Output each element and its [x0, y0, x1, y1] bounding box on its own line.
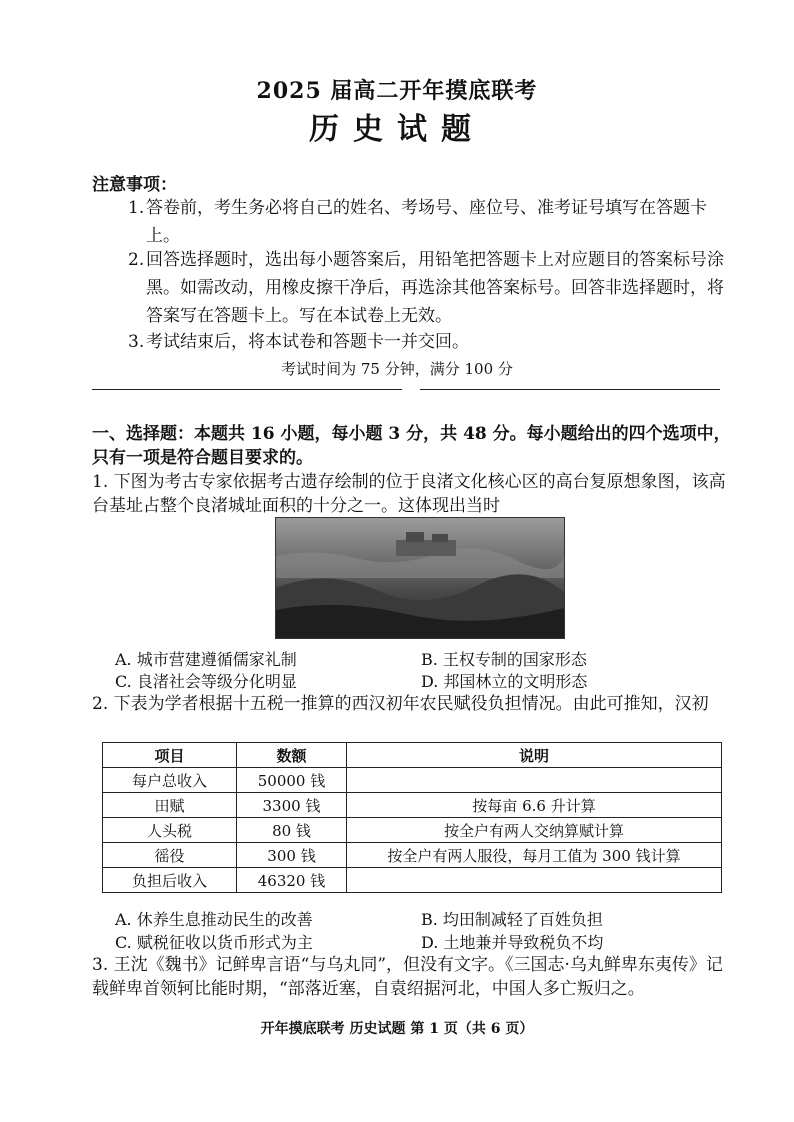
table-row	[103, 768, 722, 793]
table-cell-note: 按全户有两人服役，每月工值为 300 钱计算	[347, 843, 722, 868]
notice-item-number: 3.	[128, 332, 145, 352]
notice-item	[128, 194, 728, 250]
table-row	[103, 868, 722, 893]
notice-item	[128, 328, 728, 356]
notice-item-number: 2.	[128, 250, 145, 270]
table-header-row	[103, 743, 722, 768]
table-cell-item: 徭役	[103, 843, 237, 868]
landscape-illustration	[276, 518, 564, 638]
table-cell-amount: 50000 钱	[237, 768, 347, 793]
question-1-stem: 1. 下图为考古专家依据考古遗存绘制的位于良渚文化核心区的高台复原想象图，该高台基址占整个良渚城址面积的十分之一。这体现出当时	[92, 472, 726, 516]
table-cell-item: 负担后收入	[103, 868, 237, 893]
divider-line	[420, 389, 720, 390]
table-header: 说明	[347, 743, 722, 768]
notice-item	[128, 246, 728, 330]
table-cell-note	[347, 768, 722, 793]
exam-time-note: 考试时间为 75 分钟，满分 100 分	[281, 360, 513, 378]
q1-option-c: C. 良渚社会等级分化明显	[115, 672, 297, 691]
notice-item-text: 答卷前，考生务必将自己的姓名、考场号、座位号、准考证号填写在答题卡上。	[146, 198, 707, 246]
notice-item-text: 考试结束后，将本试卷和答题卡一并交回。	[146, 332, 469, 352]
q1-option-d: D. 邦国林立的文明形态	[421, 672, 588, 691]
notice-item-text: 回答选择题时，选出每小题答案后，用铅笔把答题卡上对应题目的答案标号涂黑。如需改动，用橡皮擦干净后，再选涂其他答案标号。回答非选择题时，将答案写在答题卡上。写在本试卷上无效。	[146, 250, 724, 326]
question-3-stem: 3. 王沈《魏书》记鲜卑言语“与乌丸同”，但没有文字。《三国志·乌丸鲜卑东夷传》记载鲜卑首领轲比能时期，“部落近塞，自袁绍据河北，中国人多亡叛归之。	[92, 955, 723, 999]
table-cell-amount: 46320 钱	[237, 868, 347, 893]
table-cell-note: 按全户有两人交纳算赋计算	[347, 818, 722, 843]
table-cell-item: 人头税	[103, 818, 237, 843]
table-cell-item: 每户总收入	[103, 768, 237, 793]
table-header: 项目	[103, 743, 237, 768]
page-footer: 开年摸底联考 历史试题 第 1 页（共 6 页）	[260, 1021, 534, 1037]
exam-subject-title: 历史试题	[309, 112, 485, 147]
divider-line	[92, 389, 402, 390]
table-row	[103, 793, 722, 818]
table-cell-amount: 3300 钱	[237, 793, 347, 818]
q1-option-b: B. 王权专制的国家形态	[421, 650, 587, 669]
notice-heading: 注意事项：	[92, 175, 177, 195]
section-heading: 一、选择题：本题共 16 小题，每小题 3 分，共 48 分。每小题给出的四个选项中，只有一项是符合题目要求的。	[92, 424, 731, 468]
table-header: 数额	[237, 743, 347, 768]
table-row	[103, 843, 722, 868]
q2-option-a: A. 休养生息推动民生的改善	[115, 910, 313, 929]
question-2-stem: 2. 下表为学者根据十五税一推算的西汉初年农民赋役负担情况。由此可推知，汉初	[92, 694, 709, 714]
table-cell-item: 田赋	[103, 793, 237, 818]
notice-item-number: 1.	[128, 198, 145, 218]
tax-burden-table	[102, 742, 722, 893]
q2-option-d: D. 土地兼并导致税负不均	[421, 933, 604, 952]
table-cell-note	[347, 868, 722, 893]
table-cell-note: 按每亩 6.6 升计算	[347, 793, 722, 818]
table-cell-amount: 300 钱	[237, 843, 347, 868]
exam-title: 2025 届高二开年摸底联考	[256, 78, 538, 104]
q1-option-a: A. 城市营建遵循儒家礼制	[115, 650, 297, 669]
platform-reconstruction-image	[275, 517, 565, 639]
table-cell-amount: 80 钱	[237, 818, 347, 843]
q2-option-c: C. 赋税征收以货币形式为主	[115, 933, 313, 952]
q2-option-b: B. 均田制减轻了百姓负担	[421, 910, 603, 929]
table-row	[103, 818, 722, 843]
